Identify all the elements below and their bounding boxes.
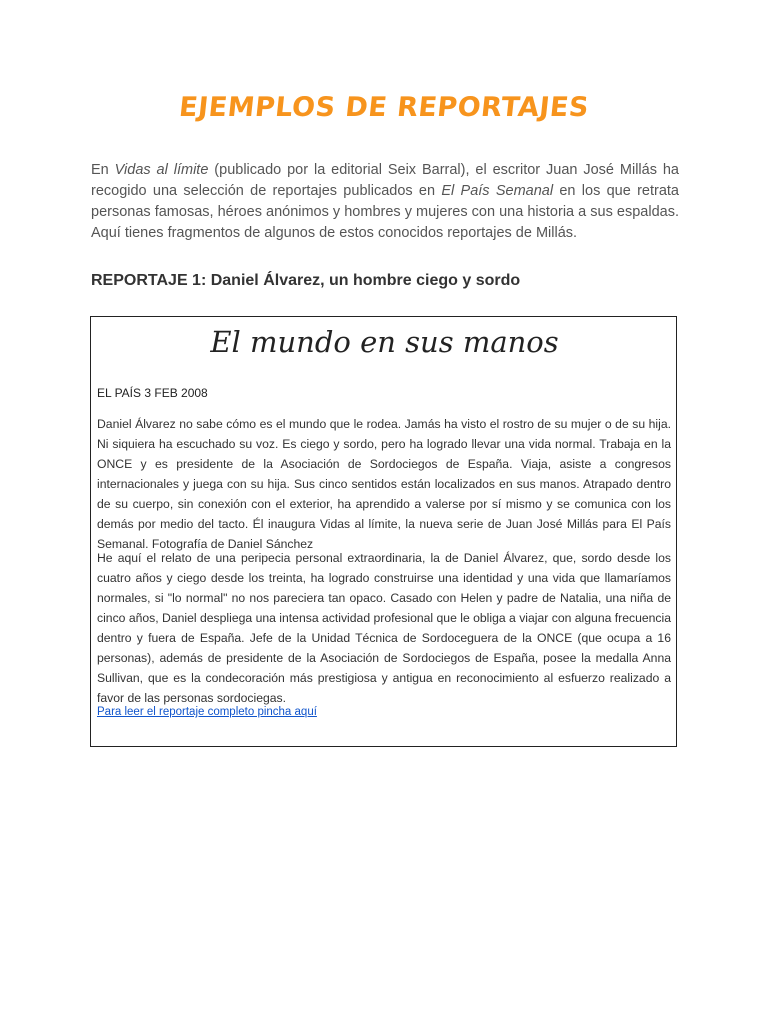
intro-paragraph xyxy=(91,160,679,244)
intro-text-1: En xyxy=(91,162,115,178)
magazine-title: El País Semanal xyxy=(441,183,554,199)
page-title: EJEMPLOS DE REPORTAJES xyxy=(177,92,591,123)
article-box xyxy=(90,316,677,747)
read-full-article-link[interactable]: Para leer el reportaje completo pincha aquí xyxy=(97,706,317,718)
section-heading: REPORTAJE 1: Daniel Álvarez, un hombre ciego y sordo xyxy=(91,272,521,289)
article-paragraph-1: Daniel Álvarez no sabe cómo es el mundo que le rodea. Jamás ha visto el rostro de su mujer o de su hija. Ni siquiera ha escuchado su voz. Es ciego y sordo, pero ha logrado llevar una vida normal. Trabaja en la ONCE y es presidente de la Asociación de Sordociegos de España. Viaja, asiste a congresos internacionales y juega con su hija. Sus cinco sentidos están localizados en sus manos. Atrapado dentro de su cuerpo, sin conexión con el exterior, ha aprendido a valerse por sí mismo y se comunica con los demás por medio del tacto. Él inaugura Vidas al límite, la nueva serie de Juan José Millás para El País Semanal. Fotografía de Daniel Sánchez xyxy=(97,417,671,551)
article-paragraph-2: He aquí el relato de una peripecia personal extraordinaria, la de Daniel Álvarez, que, sordo desde los cuatro años y ciego desde los treinta, ha logrado construirse una identidad y una vida que llamaríamos normales, si "lo normal" no nos pareciera tan opaco. Casado con Helen y padre de Natalia, una niña de cinco años, Daniel despliega una intensa actividad profesional que le obliga a viajar con alguna frecuencia dentro y fuera de España. Jefe de la Unidad Técnica de Sordoceguera de la ONCE (que ocupa a 16 personas), además de presidente de la Asociación de Sordociegos de España, posee la medalla Anna Sullivan, que es la condecoración más prestigiosa y antigua en reconocimiento al esfuerzo realizado a favor de las personas sordociegas. xyxy=(97,551,671,705)
article-source: EL PAÍS 3 FEB 2008 xyxy=(97,386,208,400)
intro-text-3: en los que retrata personas famosas, héroes anónimos y hombres y mujeres con una historia a sus espaldas. Aquí tienes fragmentos de algunos de estos conocidos reportajes de Millás. xyxy=(91,183,679,241)
intro-text-2: (publicado por la editorial Seix Barral), el escritor Juan José Millás ha recogido una selección de reportajes publicados en xyxy=(91,162,679,199)
book-title: Vidas al límite xyxy=(114,162,209,178)
article-title: El mundo en sus manos xyxy=(210,325,559,359)
